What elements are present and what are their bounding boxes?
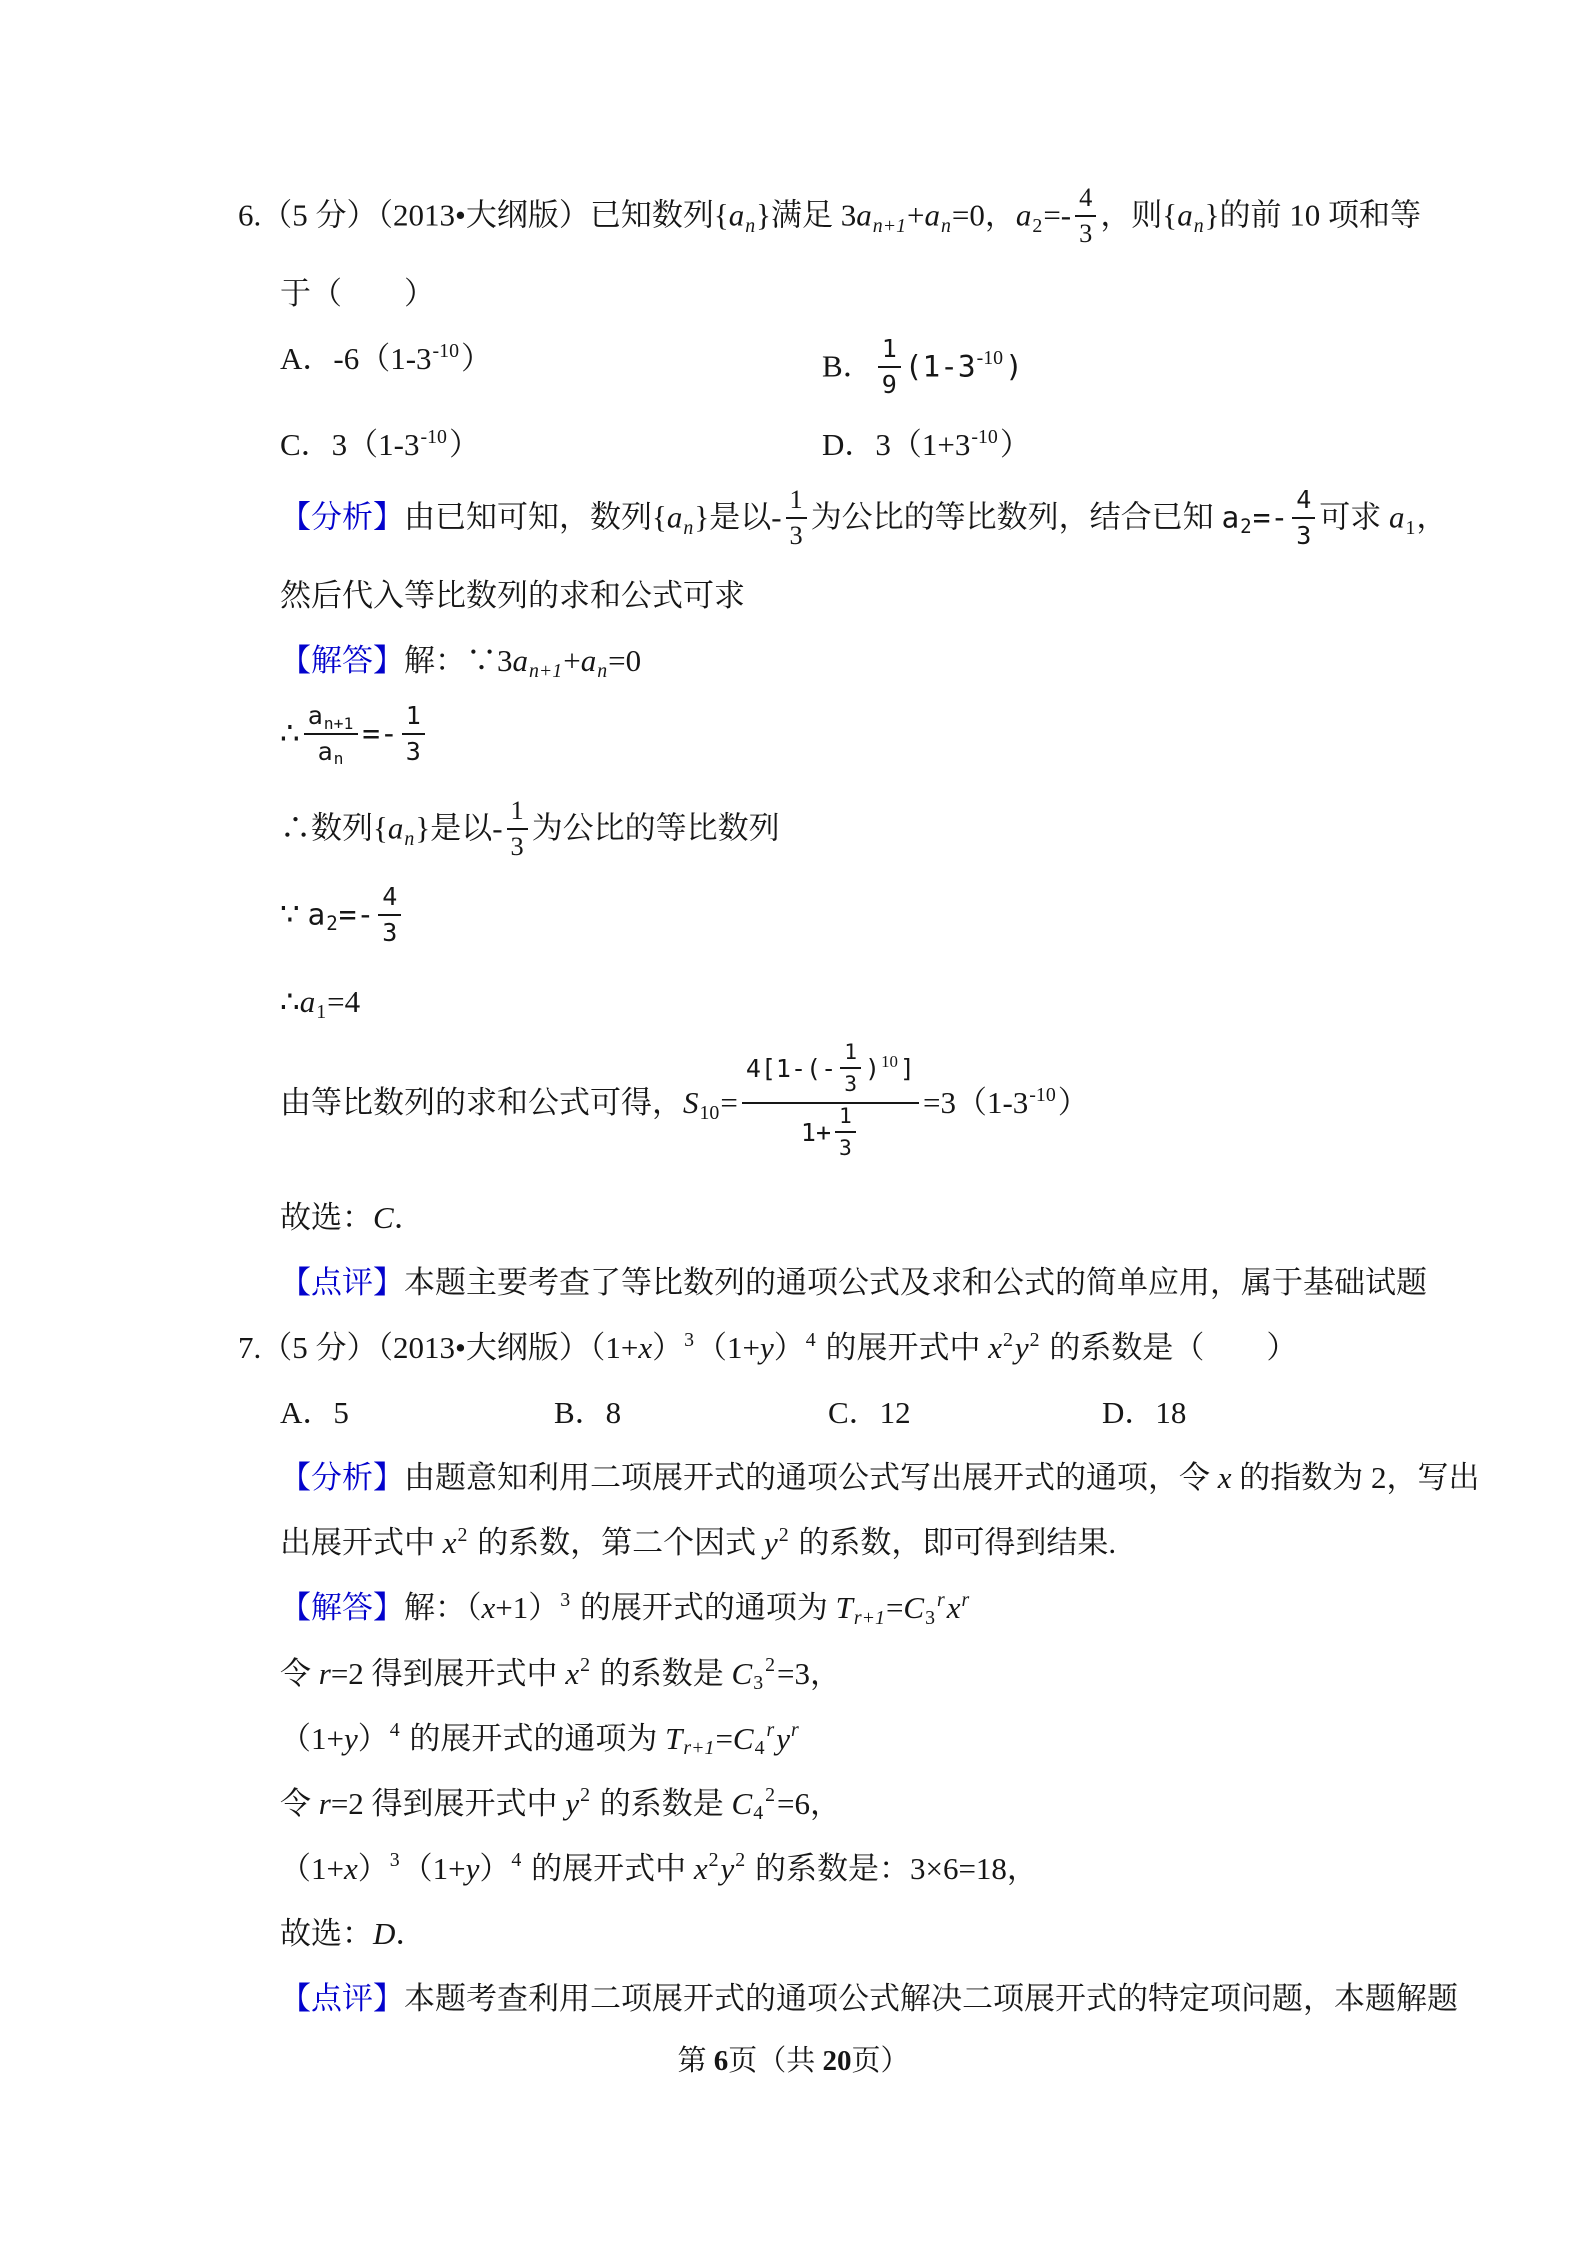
math-variable: y xyxy=(763,1525,778,1561)
math-variable: r xyxy=(318,1785,331,1821)
text-run: A．5 xyxy=(280,1395,349,1431)
formula-text: 1 xyxy=(881,334,897,364)
math-variable: r xyxy=(318,1655,331,1691)
subscript: n+1 xyxy=(872,214,907,237)
denominator xyxy=(1075,217,1096,249)
text-run: ∵ xyxy=(280,896,308,932)
text-run: D．3（1+3 xyxy=(822,427,971,463)
text-run: 1 xyxy=(789,485,803,515)
text-run: D．18 xyxy=(1102,1395,1187,1431)
text-run: 的展开式的通项为 xyxy=(572,1590,836,1626)
numerator xyxy=(1075,183,1096,217)
superscript: 2 xyxy=(765,1654,776,1677)
formula-text: 1+ xyxy=(800,1117,832,1147)
document-content xyxy=(0,183,1587,2042)
math-variable: S xyxy=(683,1084,699,1120)
text-run: 3 xyxy=(789,520,803,550)
question-6-comment xyxy=(280,1261,1587,1305)
numerator xyxy=(507,796,528,830)
math-variable: a xyxy=(387,810,404,846)
text-run: 3 xyxy=(510,831,524,861)
text-run: }是以- xyxy=(694,499,782,535)
formula-text: 3 xyxy=(1296,520,1312,550)
text-run: C．12 xyxy=(828,1395,911,1431)
text-run: 本题考查利用二项展开式的通项公式解决二项展开式的特定项问题，本题解题 xyxy=(404,1980,1458,2016)
subscript: 2 xyxy=(1032,214,1043,237)
text-run: ） xyxy=(1057,1084,1089,1120)
text-run: 的系数是 xyxy=(592,1655,732,1691)
numerator xyxy=(878,334,901,368)
superscript: 2 xyxy=(735,1849,746,1872)
superscript: 2 xyxy=(708,1849,719,1872)
superscript: 2 xyxy=(580,1654,590,1677)
text-run: 的展开式中 xyxy=(817,1330,989,1366)
superscript: 2 xyxy=(457,1524,468,1547)
superscript: -10 xyxy=(1029,1083,1056,1106)
fraction xyxy=(835,1103,856,1161)
formula-text: =- xyxy=(1252,500,1289,535)
fraction xyxy=(304,701,359,769)
text-run: 于（ ） xyxy=(280,276,435,311)
math-variable: a xyxy=(299,984,316,1020)
text-run: ∴ xyxy=(280,984,300,1020)
text-run: ） xyxy=(479,1850,511,1886)
math-variable: x xyxy=(565,1655,580,1691)
superscript: -10 xyxy=(971,425,998,448)
section-label: 【分析】 xyxy=(280,1460,404,1496)
math-variable: x xyxy=(988,1330,1002,1366)
math-variable: D xyxy=(373,1915,396,1951)
fraction xyxy=(1075,183,1096,248)
text-run: }满足 3 xyxy=(756,197,857,233)
section-label: 【解答】 xyxy=(280,643,404,679)
text-run: 解：（ xyxy=(404,1590,482,1626)
question-6-stem-line-1 xyxy=(238,183,1587,251)
subscript: n xyxy=(597,659,608,682)
section-label: 【分析】 xyxy=(280,499,404,535)
math-variable: y xyxy=(343,1720,358,1756)
math-variable: a xyxy=(924,197,940,233)
text-run: 的展开式中 xyxy=(523,1850,694,1886)
formula-text: a xyxy=(307,701,323,731)
subscript: n xyxy=(1193,214,1204,237)
math-variable: a xyxy=(728,197,745,233)
text-run: =6， xyxy=(777,1785,842,1821)
denominator xyxy=(402,735,425,767)
formula-text: 3 xyxy=(382,917,398,947)
superscript: r xyxy=(791,1719,799,1742)
formula-text: 1 xyxy=(839,1103,852,1129)
question-6-options-row-1 xyxy=(280,334,1587,402)
text-run: 的系数是（ ） xyxy=(1041,1330,1298,1366)
text-run: + xyxy=(907,197,925,233)
superscript: 4 xyxy=(511,1849,522,1872)
superscript: 3 xyxy=(684,1329,695,1352)
fraction xyxy=(507,796,528,861)
math-variable: a xyxy=(1177,197,1193,233)
subscript: r+1 xyxy=(853,1607,885,1630)
formula-text: 3 xyxy=(405,736,421,766)
text-run: B． xyxy=(822,348,874,384)
text-run: 由已知可知，数列{ xyxy=(404,499,667,535)
denominator xyxy=(1292,519,1315,551)
text-run: 由等比数列的求和公式可得， xyxy=(280,1084,683,1120)
question-7-answer xyxy=(280,1912,1587,1956)
text-run: 出展开式中 xyxy=(280,1525,443,1561)
math-variable: y xyxy=(720,1850,735,1886)
text-run: （1+ xyxy=(280,1720,344,1756)
subscript: n xyxy=(333,749,344,769)
superscript: 2 xyxy=(1002,1329,1013,1352)
text-run: }的前 10 项和等 xyxy=(1204,197,1422,233)
text-run: =0， xyxy=(951,197,1016,233)
text-run: =3， xyxy=(777,1655,842,1691)
math-variable: C xyxy=(373,1200,394,1236)
denominator xyxy=(314,735,349,767)
text-run: 本题主要考查了等比数列的通项公式及求和公式的简单应用，属于基础试题 xyxy=(404,1265,1427,1301)
text-run: ∴数列{ xyxy=(280,810,388,846)
section-label: 【点评】 xyxy=(280,1265,404,1301)
formula-text: 4 xyxy=(382,882,398,912)
numerator xyxy=(378,882,401,916)
text-run: 可求 xyxy=(1319,499,1389,535)
text-run: = xyxy=(885,1590,904,1626)
subscript: 2 xyxy=(1240,515,1252,539)
option xyxy=(1102,1391,1376,1435)
subscript: 4 xyxy=(753,1802,764,1825)
numerator xyxy=(304,701,359,735)
question-7-solution-line-5 xyxy=(280,1847,1587,1891)
superscript: -10 xyxy=(976,347,1004,370)
text-run: ． xyxy=(393,1200,425,1236)
text-run: 令 xyxy=(280,1785,319,1821)
question-7-solution-line-2 xyxy=(280,1652,1587,1696)
text-run: 3 xyxy=(1079,218,1093,248)
formula-text: ) xyxy=(865,1053,881,1083)
formula-text: 1 xyxy=(844,1040,857,1066)
math-variable: y xyxy=(760,1330,774,1366)
numerator xyxy=(786,485,807,519)
fraction xyxy=(878,334,901,399)
math-variable: x xyxy=(343,1850,358,1886)
numerator xyxy=(1292,485,1315,519)
text-run: ，则{ xyxy=(1100,197,1178,233)
question-6-solution-line-3 xyxy=(280,980,1587,1024)
text-run: （1+ xyxy=(280,1850,344,1886)
subscript: n xyxy=(745,214,756,237)
subscript: n xyxy=(941,214,951,237)
text-run: +1） xyxy=(495,1590,560,1626)
denominator xyxy=(835,1133,856,1161)
math-variable: a xyxy=(1389,499,1405,535)
numerator xyxy=(742,1042,919,1104)
question-7-solution-line-4 xyxy=(280,1782,1587,1826)
formula-text: ] xyxy=(899,1053,915,1083)
subscript: 3 xyxy=(925,1607,936,1630)
numerator xyxy=(402,701,425,735)
text-run: 1 xyxy=(510,796,524,826)
question-6-answer xyxy=(280,1196,1587,1240)
text-run: 6.（5 分）（2013•大纲版）已知数列{ xyxy=(238,197,729,233)
superscript: 2 xyxy=(765,1784,776,1807)
math-variable: a xyxy=(580,643,597,679)
question-6-equation-ratio xyxy=(280,701,1587,769)
math-variable: x xyxy=(946,1590,961,1626)
fraction xyxy=(742,1042,919,1163)
text-run: =2 得到展开式中 xyxy=(330,1785,566,1821)
text-run: 故选： xyxy=(280,1200,373,1236)
text-run: ） xyxy=(357,1850,389,1886)
superscript: r xyxy=(961,1589,970,1612)
math-variable: y xyxy=(1014,1330,1029,1366)
text-run: ） xyxy=(460,341,492,377)
text-run: ， xyxy=(1416,499,1448,535)
subscript: 1 xyxy=(1405,516,1416,539)
math-variable: a xyxy=(666,499,683,535)
subscript: n xyxy=(683,516,694,539)
text-run: 解：∵3 xyxy=(404,643,513,679)
formula-text: a xyxy=(307,897,326,932)
question-7-solution-line-3 xyxy=(280,1717,1587,1761)
math-variable: a xyxy=(1015,197,1032,233)
math-variable: C xyxy=(903,1590,925,1626)
subscript: 1 xyxy=(316,1001,327,1023)
subscript: 3 xyxy=(753,1672,764,1695)
formula-text: 3 xyxy=(839,1135,852,1161)
math-variable: y xyxy=(565,1785,580,1821)
subscript: r+1 xyxy=(683,1737,715,1760)
fraction xyxy=(402,701,425,766)
math-variable: C xyxy=(732,1720,754,1756)
text-run: 的系数，第二个因式 xyxy=(469,1525,764,1561)
formula-text: 4 xyxy=(1296,485,1312,515)
question-6-stem-line-2 xyxy=(280,272,1587,316)
text-run: A．-6（1-3 xyxy=(280,341,432,377)
math-variable: y xyxy=(776,1720,791,1756)
text-run: 然后代入等比数列的求和公式可求 xyxy=(280,578,745,614)
math-variable: x xyxy=(481,1590,496,1626)
option xyxy=(822,423,1364,467)
text-run: }是以- xyxy=(415,810,503,846)
bold-text: 20 xyxy=(822,2045,852,2077)
math-variable: x xyxy=(1217,1460,1232,1496)
numerator xyxy=(840,1039,861,1069)
text-run: 为公比的等比数列 xyxy=(531,810,780,846)
option xyxy=(280,423,822,467)
text-run: 的展开式的通项为 xyxy=(401,1720,666,1756)
text-run: = xyxy=(715,1720,733,1756)
bold-text: 6 xyxy=(713,2045,729,2077)
formula-text: 9 xyxy=(881,369,897,399)
question-7-options-row xyxy=(280,1391,1587,1435)
formula-text: 1 xyxy=(405,701,421,731)
superscript: 4 xyxy=(805,1329,816,1352)
text-run: 由题意知利用二项展开式的通项公式写出展开式的通项，令 xyxy=(404,1460,1218,1496)
superscript: -10 xyxy=(432,339,459,362)
question-6-solution-line-1 xyxy=(280,639,1587,683)
text-run: ） xyxy=(652,1330,684,1366)
question-6-analysis-line-1 xyxy=(280,485,1587,553)
text-run: 故选： xyxy=(280,1915,373,1951)
denominator xyxy=(797,1104,864,1164)
question-7-comment xyxy=(280,1977,1587,2021)
subscript: n+1 xyxy=(323,713,354,733)
text-run: 的指数为 2，写出 xyxy=(1231,1460,1480,1496)
denominator xyxy=(378,916,401,948)
option xyxy=(280,1391,554,1435)
text-run: ． xyxy=(395,1915,427,1951)
math-variable: T xyxy=(835,1590,853,1626)
subscript: 4 xyxy=(754,1737,765,1760)
text-run: C．3（1-3 xyxy=(280,427,420,463)
section-label: 【解答】 xyxy=(280,1590,404,1626)
subscript: n xyxy=(404,827,415,850)
math-variable: T xyxy=(665,1720,683,1756)
text-run: 页（共 xyxy=(728,2045,823,2077)
superscript: 2 xyxy=(1029,1329,1040,1352)
text-run: 令 xyxy=(280,1655,319,1691)
text-run: 4 xyxy=(1079,183,1093,212)
fraction xyxy=(378,882,401,947)
subscript: n+1 xyxy=(529,659,563,682)
question-6-equation-s10 xyxy=(280,1040,1587,1166)
superscript: 2 xyxy=(778,1524,789,1547)
question-7-analysis-line-1 xyxy=(280,1456,1587,1500)
text-run: ∴ xyxy=(280,715,300,751)
text-run: + xyxy=(563,643,581,679)
question-7-analysis-line-2 xyxy=(280,1521,1587,1565)
question-7-stem xyxy=(238,1326,1587,1370)
question-7-solution-line-1 xyxy=(280,1586,1587,1630)
text-run: =4 xyxy=(327,984,361,1020)
denominator xyxy=(786,519,807,551)
text-run: =3（1-3 xyxy=(922,1084,1029,1120)
math-variable: C xyxy=(731,1655,753,1691)
question-6-equation-a2 xyxy=(280,882,1587,950)
denominator xyxy=(878,368,901,400)
text-run: 的系数是 xyxy=(592,1785,732,1821)
text-run: 页） xyxy=(851,2045,910,2077)
superscript: r xyxy=(937,1589,945,1612)
formula-text: a xyxy=(317,736,333,766)
text-run: 的系数是：3×6=18， xyxy=(747,1850,1038,1886)
question-6-analysis-line-2 xyxy=(280,574,1587,618)
text-run: 的系数，即可得到结果. xyxy=(790,1525,1117,1561)
denominator xyxy=(840,1069,861,1097)
formula-text: 3 xyxy=(844,1071,857,1097)
fraction xyxy=(1292,485,1315,550)
superscript: r xyxy=(766,1719,775,1742)
question-6-options-row-2 xyxy=(280,423,1587,467)
text-run: ） xyxy=(448,427,480,463)
option xyxy=(554,1391,828,1435)
superscript: 10 xyxy=(881,1051,898,1071)
option xyxy=(822,334,1364,402)
text-run: （1+ xyxy=(401,1850,466,1886)
text-run: ） xyxy=(999,427,1031,463)
option xyxy=(280,337,822,402)
denominator xyxy=(507,830,528,862)
text-run: =0 xyxy=(608,643,642,679)
subscript: 10 xyxy=(699,1101,720,1124)
formula-text: a xyxy=(1221,500,1240,535)
text-run: B．8 xyxy=(554,1395,622,1431)
page-footer xyxy=(0,2038,1587,2079)
math-variable: x xyxy=(638,1330,653,1366)
question-6-solution-line-2 xyxy=(280,796,1587,864)
math-variable: x xyxy=(693,1850,708,1886)
text-run: 7.（5 分）（2013•大纲版）（1+ xyxy=(238,1330,639,1366)
text-run: 为公比的等比数列，结合已知 xyxy=(810,499,1222,535)
superscript: -10 xyxy=(420,425,447,448)
formula-text: =- xyxy=(362,716,398,751)
math-variable: C xyxy=(731,1785,753,1821)
math-variable: a xyxy=(856,197,872,233)
section-label: 【点评】 xyxy=(280,1980,404,2016)
superscript: 3 xyxy=(389,1849,400,1872)
formula-text: 4[1-(- xyxy=(745,1053,837,1083)
superscript: 4 xyxy=(389,1719,400,1742)
text-run: = xyxy=(720,1084,738,1120)
text-run: =- xyxy=(1043,197,1072,233)
text-run: =2 得到展开式中 xyxy=(330,1655,566,1691)
text-run: ） xyxy=(357,1720,389,1756)
formula-text: =- xyxy=(338,897,375,932)
math-variable: y xyxy=(465,1850,480,1886)
fraction xyxy=(786,485,807,550)
formula-text: ) xyxy=(1005,349,1023,384)
option xyxy=(828,1391,1102,1435)
math-variable: a xyxy=(512,643,528,679)
fraction xyxy=(840,1039,861,1097)
text-run: ） xyxy=(773,1330,805,1366)
subscript: 2 xyxy=(326,912,338,936)
math-variable: x xyxy=(442,1525,457,1561)
superscript: 3 xyxy=(560,1589,571,1612)
text-run: （1+ xyxy=(696,1330,761,1366)
formula-text: (1-3 xyxy=(904,349,976,384)
text-run: 第 xyxy=(677,2045,714,2077)
numerator xyxy=(835,1103,856,1133)
superscript: 2 xyxy=(580,1784,590,1807)
